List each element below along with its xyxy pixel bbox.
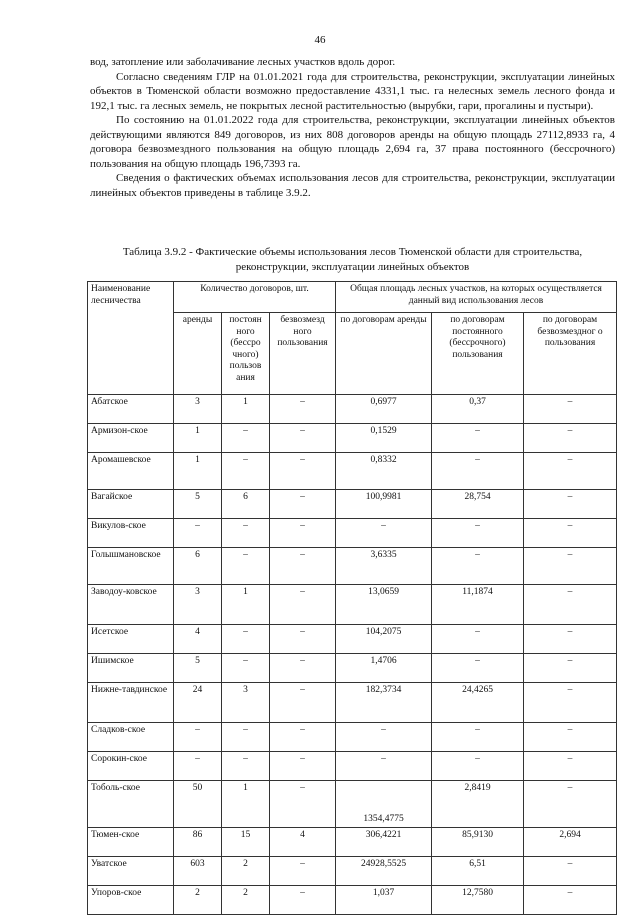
table-cell: 6,51 <box>432 857 524 886</box>
table-cell: 0,8332 <box>336 453 432 490</box>
table-row <box>88 519 617 548</box>
header-lease-area: по договорам аренды <box>336 313 432 395</box>
table-cell: – <box>174 723 222 752</box>
table-row <box>88 490 617 519</box>
table-cell: – <box>524 424 617 453</box>
table-cell: – <box>524 683 617 723</box>
paragraph: Сведения о фактических объемах использования лесов для строительства, реконструкции, эксплуатации линейных объектов приведены в таблице 3.9.2. <box>90 172 615 199</box>
table-cell: – <box>336 519 432 548</box>
table-cell: – <box>524 395 617 424</box>
table-caption: Таблица 3.9.2 - Фактические объемы использования лесов Тюменской области для строительства, реконструкции, эксплуатации линейных объектов <box>122 246 583 273</box>
table-cell: 12,7580 <box>432 886 524 915</box>
table-cell: 24,4265 <box>432 683 524 723</box>
table-cell: – <box>524 752 617 781</box>
table-row <box>88 453 617 490</box>
header-name: Наименование лесничества <box>88 282 174 395</box>
table-cell: – <box>524 585 617 625</box>
table-cell: – <box>432 625 524 654</box>
table-cell: 603 <box>174 857 222 886</box>
table-cell: 1 <box>174 424 222 453</box>
table-cell: – <box>270 625 336 654</box>
table-cell: – <box>432 519 524 548</box>
table-cell: – <box>270 683 336 723</box>
table-cell: 86 <box>174 828 222 857</box>
table-cell: 50 <box>174 781 222 828</box>
table-cell: 0,6977 <box>336 395 432 424</box>
table-cell: – <box>524 723 617 752</box>
forestry-name-cell: Аромашевское <box>88 453 174 490</box>
table-row <box>88 781 617 828</box>
table-row <box>88 723 617 752</box>
table-cell: 85,9130 <box>432 828 524 857</box>
header-free-area: по договорам безвозмездног о пользования <box>524 313 617 395</box>
forestry-name-cell: Исетское <box>88 625 174 654</box>
table-cell: 2,694 <box>524 828 617 857</box>
table-cell: 15 <box>222 828 270 857</box>
table-cell: 13,0659 <box>336 585 432 625</box>
page-number: 46 <box>314 34 326 46</box>
table-cell: 3 <box>174 585 222 625</box>
table-cell: 6 <box>222 490 270 519</box>
forestry-name-cell: Вагайское <box>88 490 174 519</box>
header-lease-count: аренды <box>174 313 222 395</box>
table-cell: – <box>270 585 336 625</box>
table-cell: 3 <box>174 395 222 424</box>
table-cell: 28,754 <box>432 490 524 519</box>
table-cell: – <box>270 424 336 453</box>
table-cell: – <box>336 752 432 781</box>
forestry-name-cell: Тюмен-ское <box>88 828 174 857</box>
forestry-name-cell: Сорокин-ское <box>88 752 174 781</box>
table-cell: 1354,4775 <box>336 781 432 828</box>
table-cell: 5 <box>174 490 222 519</box>
table-cell: – <box>270 781 336 828</box>
table-cell: 3,6335 <box>336 548 432 585</box>
table-row <box>88 424 617 453</box>
table-cell: – <box>524 519 617 548</box>
table-cell: – <box>336 723 432 752</box>
table-cell: – <box>174 752 222 781</box>
forestry-name-cell: Уватское <box>88 857 174 886</box>
table-row <box>88 828 617 857</box>
table-cell: – <box>270 519 336 548</box>
table-cell: 0,1529 <box>336 424 432 453</box>
table-cell: – <box>432 752 524 781</box>
table-row <box>88 752 617 781</box>
table-cell: 1 <box>222 395 270 424</box>
table-cell: – <box>524 857 617 886</box>
table-row <box>88 395 617 424</box>
table-cell: 4 <box>174 625 222 654</box>
table-cell: 1 <box>222 585 270 625</box>
table-cell: – <box>524 453 617 490</box>
table-cell: – <box>270 723 336 752</box>
forestry-name-cell: Упоров-ское <box>88 886 174 915</box>
table-cell: 4 <box>270 828 336 857</box>
table-cell: – <box>432 654 524 683</box>
table-cell: – <box>270 548 336 585</box>
table-cell: 2 <box>222 886 270 915</box>
table-row <box>88 654 617 683</box>
table-cell: – <box>270 752 336 781</box>
forestry-name-cell: Армизон-ское <box>88 424 174 453</box>
forestry-name-cell: Ишимское <box>88 654 174 683</box>
table-cell: 1 <box>222 781 270 828</box>
table-cell: – <box>222 723 270 752</box>
table-cell: – <box>524 886 617 915</box>
table-cell: – <box>270 490 336 519</box>
table-cell: 306,4221 <box>336 828 432 857</box>
table-cell: – <box>222 752 270 781</box>
table-cell: 2 <box>174 886 222 915</box>
table-cell: – <box>432 424 524 453</box>
table-cell: 1,4706 <box>336 654 432 683</box>
table-row <box>88 548 617 585</box>
table-cell: – <box>524 625 617 654</box>
table-cell: 182,3734 <box>336 683 432 723</box>
table-cell: 100,9981 <box>336 490 432 519</box>
forestry-name-cell: Сладков-ское <box>88 723 174 752</box>
table-cell: – <box>270 395 336 424</box>
table-cell: 0,37 <box>432 395 524 424</box>
table-cell: – <box>432 548 524 585</box>
header-permanent-area: по договорам постоянного (бессрочного) пользования <box>432 313 524 395</box>
table-cell: – <box>174 519 222 548</box>
table-cell: – <box>222 453 270 490</box>
table-cell: – <box>270 453 336 490</box>
table-cell: 24928,5525 <box>336 857 432 886</box>
table-cell: – <box>524 654 617 683</box>
table-cell: – <box>270 857 336 886</box>
header-permanent-count: постоян ного (бессро чного) пользов ания <box>222 313 270 395</box>
header-area: Общая площадь лесных участков, на которых осуществляется данный вид использования лесов <box>336 282 617 313</box>
table-cell: – <box>222 625 270 654</box>
header-contracts: Количество договоров, шт. <box>174 282 336 313</box>
table-row <box>88 886 617 915</box>
table-cell: – <box>222 519 270 548</box>
table-cell: 11,1874 <box>432 585 524 625</box>
paragraph: Согласно сведениям ГЛР на 01.01.2021 года для строительства, реконструкции, эксплуатации линейных объектов в Тюменской области возможно предоставление 4331,1 тыс. га нелесных земель лесного фонда и 192,1 тыс. га лесных земель, не покрытых лесной растительностью (вырубки, гари, прогалины и пустыри). <box>90 70 615 112</box>
table-row <box>88 625 617 654</box>
paragraph: По состоянию на 01.01.2022 года для строительства, реконструкции, эксплуатации линейных объектов действующими являются 849 договоров, из них 808 договоров аренды на общую площадь 27112,8933 га, 4 договора безвозмездного пользования на общую площадь 2,694 га, 37 права постоянного (бессрочного) пользования на общую площадь 196,7393 га. <box>90 114 615 170</box>
table-row <box>88 585 617 625</box>
table-cell: – <box>270 654 336 683</box>
table-cell: – <box>524 548 617 585</box>
table-cell: – <box>524 781 617 828</box>
table-cell: 2,8419 <box>432 781 524 828</box>
table-row <box>88 857 617 886</box>
table-cell: – <box>432 723 524 752</box>
table-cell: 3 <box>222 683 270 723</box>
table-cell: – <box>524 490 617 519</box>
table-cell: – <box>222 654 270 683</box>
table-cell: 1,037 <box>336 886 432 915</box>
forestry-name-cell: Нижне-тавдинское <box>88 683 174 723</box>
table-cell: – <box>270 886 336 915</box>
table-cell: – <box>222 424 270 453</box>
forestry-name-cell: Викулов-ское <box>88 519 174 548</box>
table-cell: 5 <box>174 654 222 683</box>
table-cell: – <box>432 453 524 490</box>
table-cell: – <box>222 548 270 585</box>
table-cell: 104,2075 <box>336 625 432 654</box>
body-text <box>90 55 615 200</box>
forestry-name-cell: Голышмановское <box>88 548 174 585</box>
forestry-name-cell: Заводоу-ковское <box>88 585 174 625</box>
table-cell: 24 <box>174 683 222 723</box>
table-row <box>88 683 617 723</box>
table-cell: 6 <box>174 548 222 585</box>
header-free-count: безвозмезд ного пользования <box>270 313 336 395</box>
forestry-name-cell: Абатское <box>88 395 174 424</box>
paragraph: вод, затопление или заболачивание лесных участков вдоль дорог. <box>90 56 396 68</box>
forest-use-table <box>87 281 617 915</box>
forestry-name-cell: Тоболь-ское <box>88 781 174 828</box>
table-cell: 2 <box>222 857 270 886</box>
table-cell: 1 <box>174 453 222 490</box>
